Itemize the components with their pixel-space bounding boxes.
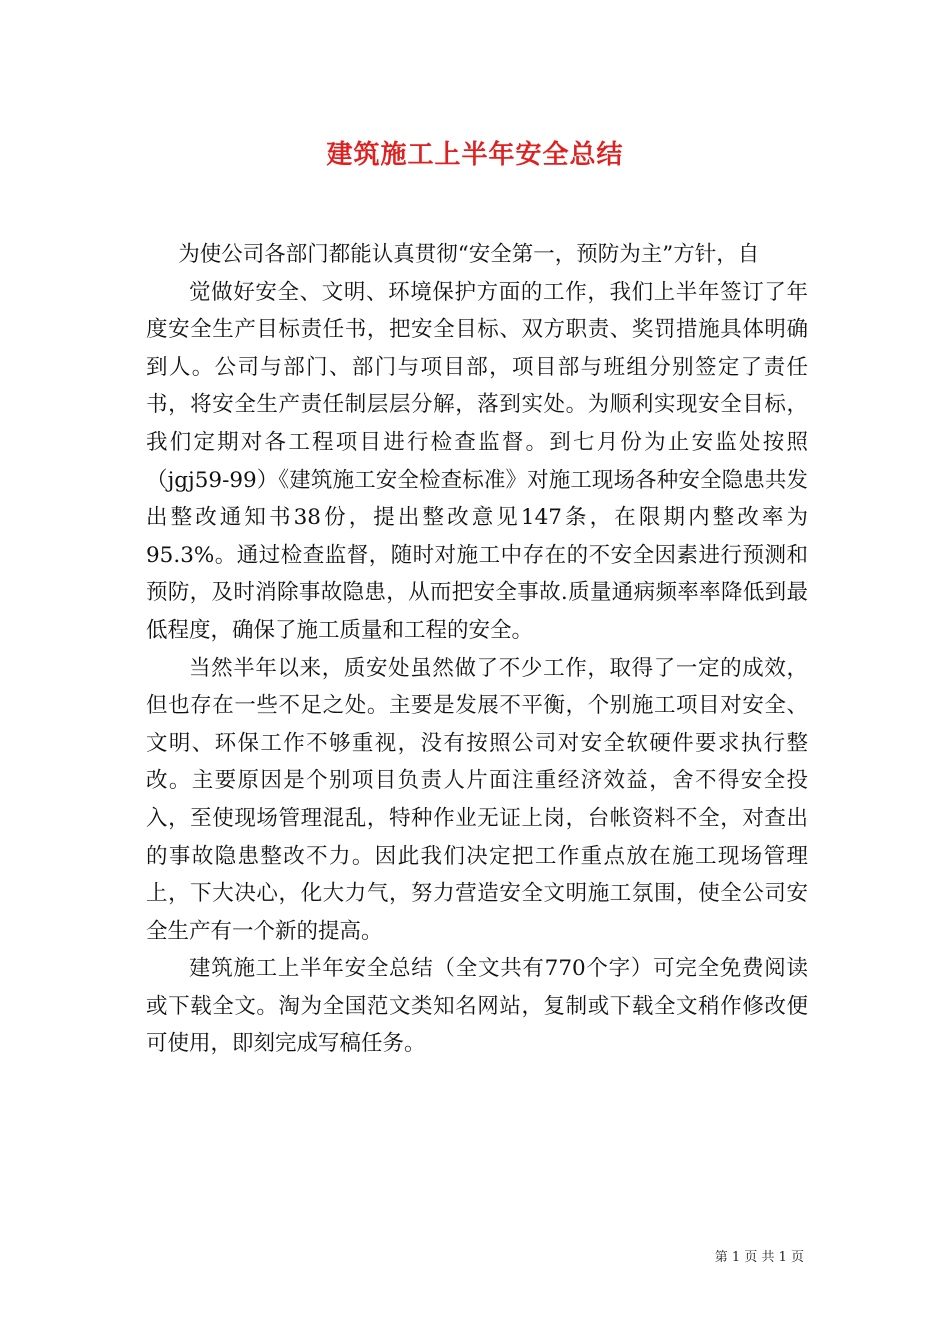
page-footer: 第 1 页 共 1 页: [714, 1250, 804, 1265]
document-title: 建筑施工上半年安全总结: [326, 140, 624, 170]
paragraph-1: 为使公司各部门都能认真贯彻“安全第一，预防为主”方针，自: [178, 242, 760, 267]
paragraph-4: 建筑施工上半年安全总结（全文共有770个字）可完全免费阅读或下载全文。淘为全国范文类知名网站，复制或下载全文稍作修改便可使用，即刻完成写稿任务。: [146, 956, 808, 1057]
document-body: [146, 236, 808, 1063]
paragraph-3: 当然半年以来，质安处虽然做了不少工作，取得了一定的成效，但也存在一些不足之处。主要是发展不平衡，个别施工项目对安全、文明、环保工作不够重视，没有按照公司对安全软硬件要求执行整改。主要原因是个别项目负责人片面注重经济效益，舍不得安全投入，至使现场管理混乱，特种作业无证上岗，台帐资料不全，对查出的事故隐患整改不力。因此我们决定把工作重点放在施工现场管理上，下大决心，化大力气，努力营造安全文明施工氛围，使全公司安全生产有一个新的提高。: [146, 655, 808, 944]
paragraph-2: 觉做好安全、文明、环境保护方面的工作，我们上半年签订了年度安全生产目标责任书，把安全目标、双方职责、奖罚措施具体明确到人。公司与部门、部门与项目部，项目部与班组分别签定了责任书，将安全生产责任制层层分解，落到实处。为顺利实现安全目标，我们定期对各工程项目进行检查监督。到七月份为止安监处按照（jgj59-99）《建筑施工安全检查标准》对施工现场各种安全隐患共发出整改通知书38份，提出整改意见147条，在限期内整改率为95.3%。通过检查监督，随时对施工中存在的不安全因素进行预测和预防，及时消除事故隐患，从而把安全事故.质量通病频率率降低到最低程度，确保了施工质量和工程的安全。: [146, 279, 808, 643]
